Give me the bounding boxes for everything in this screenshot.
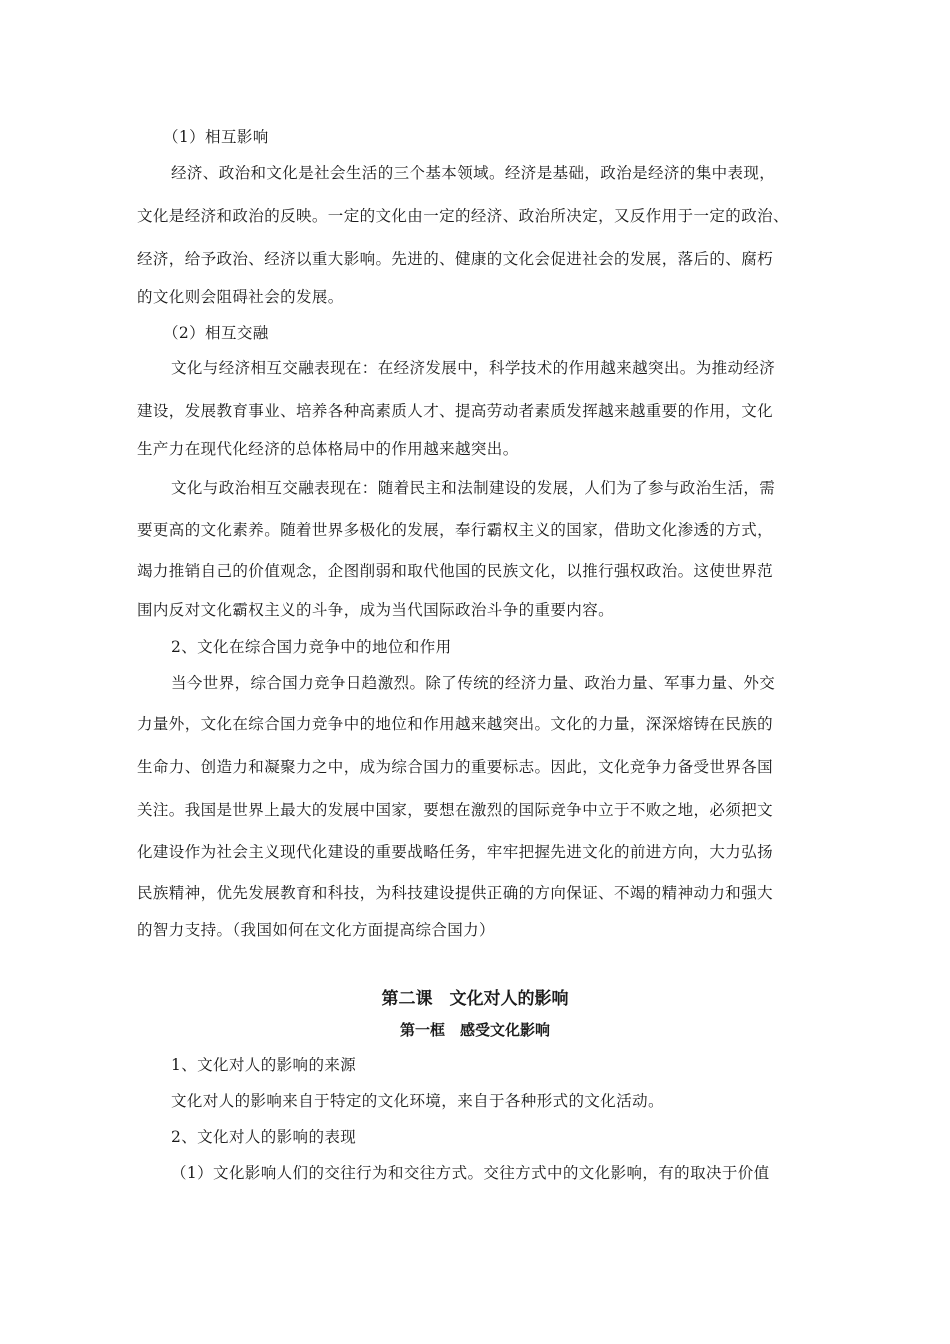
paragraph-line: 经济，给予政治、经济以重大影响。先进的、健康的文化会促进社会的发展，落后的、腐朽 (137, 250, 774, 268)
paragraph-line: 力量外，文化在综合国力竞争中的地位和作用越来越突出。文化的力量，深深熔铸在民族的 (137, 715, 774, 733)
paragraph-line: 竭力推销自己的价值观念，企图削弱和取代他国的民族文化，以推行强权政治。这使世界范 (137, 562, 774, 580)
paragraph-line: （1）文化影响人们的交往行为和交往方式。交往方式中的文化影响，有的取决于价值 (171, 1164, 770, 1182)
paragraph-line: 要更高的文化素养。随着世界多极化的发展，奉行霸权主义的国家，借助文化渗透的方式， (137, 521, 774, 539)
paragraph-line: 的智力支持。（我国如何在文化方面提高综合国力） (137, 921, 495, 939)
subheading-manifestation: 2、文化对人的影响的表现 (171, 1128, 357, 1146)
paragraph-line: 经济、政治和文化是社会生活的三个基本领域。经济是基础，政治是经济的集中表现， (171, 164, 776, 182)
subheading-culture-national-power: 2、文化在综合国力竞争中的地位和作用 (171, 638, 452, 656)
paragraph-line: 关注。我国是世界上最大的发展中国家，要想在激烈的国际竞争中立于不败之地，必须把文 (137, 801, 774, 819)
paragraph-line: 当今世界，综合国力竞争日趋激烈。除了传统的经济力量、政治力量、军事力量、外交 (171, 674, 776, 692)
paragraph-line: 文化与经济相互交融表现在：在经济发展中，科学技术的作用越来越突出。为推动经济 (171, 359, 776, 377)
subheading-mutual-blending: （2）相互交融 (163, 324, 269, 342)
subheading-mutual-influence: （1）相互影响 (163, 128, 269, 146)
paragraph-line: 生产力在现代化经济的总体格局中的作用越来越突出。 (137, 440, 519, 458)
paragraph-line: 生命力、创造力和凝聚力之中，成为综合国力的重要标志。因此，文化竞争力备受世界各国 (137, 758, 774, 776)
paragraph-line: 围内反对文化霸权主义的斗争，成为当代国际政治斗争的重要内容。 (137, 601, 615, 619)
paragraph-line: 文化对人的影响来自于特定的文化环境，来自于各种形式的文化活动。 (171, 1092, 664, 1110)
paragraph-line: 的文化则会阻碍社会的发展。 (137, 288, 344, 306)
subheading-source: 1、文化对人的影响的来源 (171, 1056, 357, 1074)
paragraph-line: 文化与政治相互交融表现在：随着民主和法制建设的发展，人们为了参与政治生活，需 (171, 479, 776, 497)
paragraph-line: 文化是经济和政治的反映。一定的文化由一定的经济、政治所决定，又反作用于一定的政治、 (137, 207, 789, 225)
paragraph-line: 化建设作为社会主义现代化建设的重要战略任务，牢牢把握先进文化的前进方向，大力弘扬 (137, 843, 774, 861)
frame-title: 第一框 感受文化影响 (399, 1021, 550, 1039)
paragraph-line: 建设，发展教育事业、培养各种高素质人才、提高劳动者素质发挥越来越重要的作用，文化 (137, 402, 774, 420)
lesson-title: 第二课 文化对人的影响 (381, 989, 569, 1009)
paragraph-line: 民族精神，优先发展教育和科技，为科技建设提供正确的方向保证、不竭的精神动力和强大 (137, 884, 774, 902)
